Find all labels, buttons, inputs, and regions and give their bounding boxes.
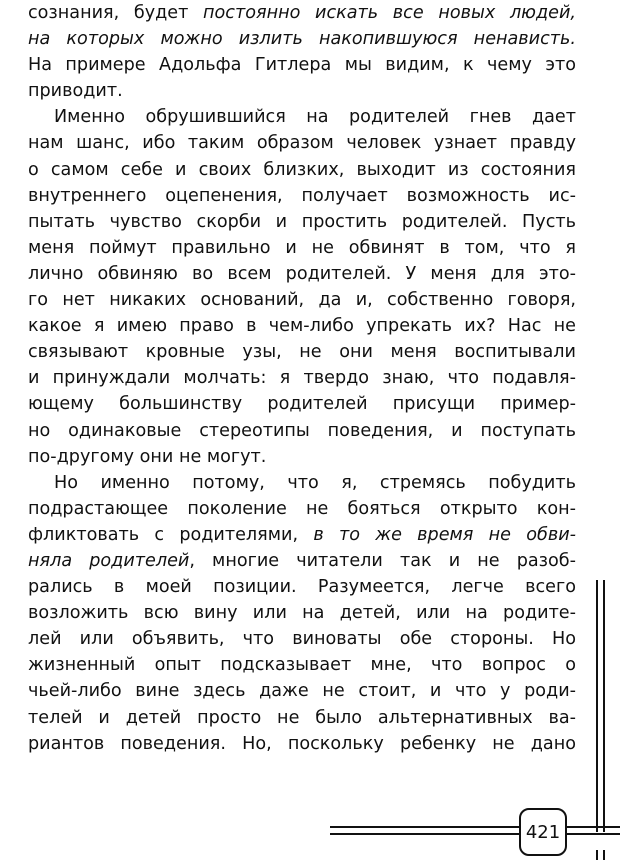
text-line: связывают кровные узы, не они меня воспитывали [28,342,576,363]
footer-rule [330,826,519,828]
text-line: На примере Адольфа Гитлера мы видим, к чему это [28,55,576,76]
page-number-label: 421 [525,821,561,843]
text-line: но одинаковые стереотипы поведения, и поступать [28,420,576,441]
text-line: чьей-либо вине здесь даже не стоит, и что у роди- [28,681,576,702]
text-line: подрастающее поколение не бояться открыто кон- [28,498,576,519]
text-line: фликтовать с родителями, в то же время не обви- [28,524,576,545]
text-line: приводит. [28,81,123,102]
text-line: телей и детей просто не было альтернативных ва- [28,707,576,728]
text-line: рались в моей позиции. Разумеется, легче всего [28,577,576,598]
text-line: по-другому они не могут. [28,446,267,467]
text-line: меня поймут правильно и не обвинят в том, что я [28,237,576,258]
margin-rule [603,580,605,832]
text-line: о самом себе и своих близких, выходит из состояния [28,159,576,180]
text-line: няла родителей, многие читатели так и не разоб- [28,550,576,571]
text-line: пытать чувство скорби и простить родителей. Пусть [28,211,576,232]
text-line: ющему большинству родителей присущи пример- [28,394,576,415]
text-line: лей или объявить, что виноваты обе стороны. Но [28,629,576,650]
footer-rule [566,833,620,835]
page-text [28,0,576,757]
text-line: лично обвиняю во всем родителей. У меня для это- [28,263,576,284]
page-number [519,808,567,856]
text-line: нам шанс, ибо таким образом человек узнает правду [28,133,576,154]
footer-rule [330,833,519,835]
text-line: возложить всю вину или на детей, или на родите- [28,603,576,624]
text-line: и принуждали молчать: я твердо знаю, что подавля- [28,368,576,389]
text-line: какое я имею право в чем-либо упрекать их? Нас не [28,316,576,337]
margin-rule [603,850,605,860]
text-line: го нет никаких оснований, да и, собственно говоря, [28,290,576,311]
text-line: Но именно потому, что я, стремясь побудить [54,472,576,493]
margin-rule [596,580,598,832]
text-line: риантов поведения. Но, поскольку ребенку не дано [28,733,576,754]
text-line: на которых можно излить накопившуюся ненависть. [28,29,576,50]
text-line: сознания, будет постоянно искать все новых людей, [28,3,576,23]
margin-rule [596,850,598,860]
text-line: жизненный опыт подсказывает мне, что вопрос о [28,655,576,676]
footer-rule [566,826,620,828]
text-line: внутреннего оцепенения, получает возможность ис- [28,185,576,206]
text-line: Именно обрушившийся на родителей гнев дает [54,107,576,128]
